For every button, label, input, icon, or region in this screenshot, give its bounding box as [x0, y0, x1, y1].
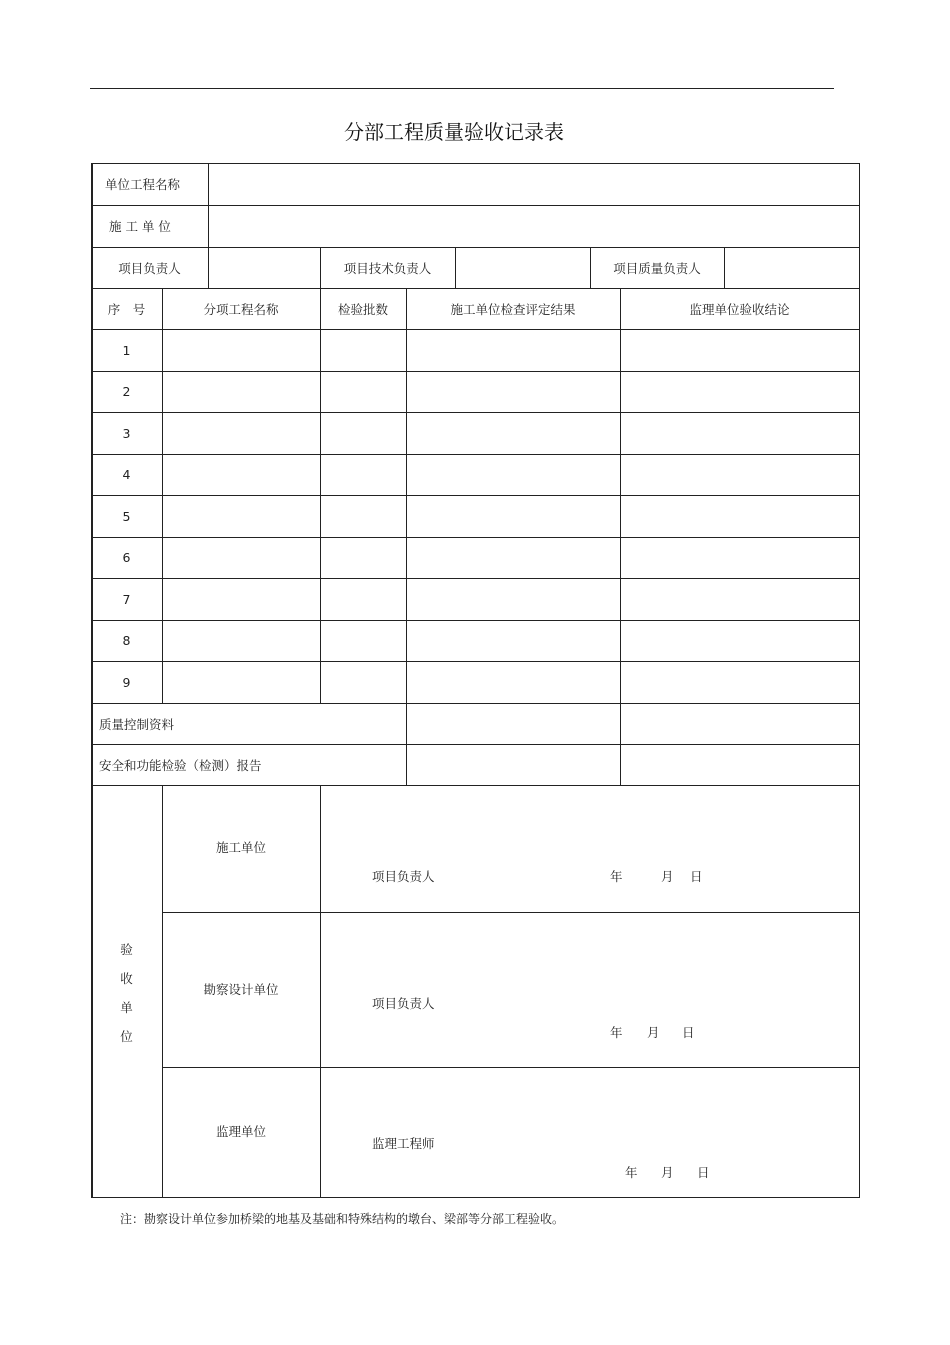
signer-label: 项目负责人	[372, 869, 435, 884]
date-day-label: 日	[682, 1025, 695, 1040]
table-border-right	[859, 163, 860, 1198]
construction-unit-name: 施工单位	[215, 840, 266, 855]
column-header-item-name: 分项工程名称	[203, 301, 279, 317]
check-result-field[interactable]	[407, 744, 620, 785]
row-number: 6	[122, 550, 131, 565]
batch-count-field[interactable]	[320, 329, 406, 371]
acceptance-field[interactable]	[620, 661, 859, 703]
unit-project-name-label: 单位工程名称	[105, 177, 181, 192]
quality-manager-field[interactable]	[725, 247, 859, 288]
row-number: 1	[122, 342, 131, 358]
check-result-field[interactable]	[406, 412, 620, 454]
row-number: 7	[122, 591, 131, 607]
date-month-label: 月	[647, 1025, 660, 1040]
top-rule	[90, 88, 834, 89]
technical-manager-field[interactable]	[456, 247, 590, 288]
item-name-field[interactable]	[162, 371, 320, 412]
item-name-field[interactable]	[162, 578, 320, 620]
column-header-batch-count: 检验批数	[337, 301, 388, 317]
batch-count-field[interactable]	[320, 412, 406, 454]
check-result-field[interactable]	[406, 329, 620, 371]
check-result-field[interactable]	[406, 620, 620, 661]
construction-unit-field[interactable]	[209, 205, 859, 247]
quality-manager-label: 项目质量负责人	[613, 260, 701, 276]
quality-control-docs-label: 质量控制资料	[99, 716, 175, 732]
batch-count-field[interactable]	[320, 620, 406, 661]
batch-count-field[interactable]	[320, 495, 406, 537]
batch-count-field[interactable]	[320, 371, 406, 412]
acceptance-field[interactable]	[620, 412, 859, 454]
item-name-field[interactable]	[162, 537, 320, 578]
acceptance-field[interactable]	[620, 329, 859, 371]
acceptance-field[interactable]	[621, 703, 859, 744]
acceptance-units-group-label	[91, 935, 162, 1051]
column-divider	[162, 288, 163, 704]
acceptance-field[interactable]	[620, 371, 859, 412]
check-result-field[interactable]	[407, 703, 620, 744]
date-day-label: 日	[690, 869, 703, 884]
item-name-field[interactable]	[162, 661, 320, 703]
group-label-char: 收	[120, 971, 133, 986]
item-name-field[interactable]	[162, 620, 320, 661]
column-header-acceptance: 监理单位验收结论	[689, 301, 790, 317]
check-result-field[interactable]	[406, 661, 620, 703]
row-number: 4	[122, 467, 131, 482]
check-result-field[interactable]	[406, 537, 620, 578]
row-number: 5	[122, 508, 131, 524]
column-divider	[320, 288, 321, 704]
column-header-no: 序 号	[107, 301, 146, 317]
technical-manager-label: 项目技术负责人	[343, 260, 432, 276]
survey-design-unit-name: 勘察设计单位	[203, 982, 279, 997]
batch-count-field[interactable]	[320, 454, 406, 495]
row-number: 9	[122, 674, 131, 690]
item-name-field[interactable]	[162, 454, 320, 495]
table-border-bottom	[91, 1197, 860, 1198]
check-result-field[interactable]	[406, 454, 620, 495]
acceptance-field[interactable]	[620, 620, 859, 661]
construction-unit-label: 施 工 单 位	[109, 219, 171, 234]
batch-count-field[interactable]	[320, 661, 406, 703]
check-result-field[interactable]	[406, 495, 620, 537]
signer-label: 监理工程师	[372, 1136, 435, 1151]
acceptance-field[interactable]	[620, 537, 859, 578]
grid-line	[162, 912, 859, 913]
date-day-label: 日	[697, 1165, 710, 1180]
check-result-field[interactable]	[406, 371, 620, 412]
footnote: 注：勘察设计单位参加桥梁的地基及基础和特殊结构的墩台、梁部等分部工程验收。	[120, 1212, 565, 1226]
date-month-label: 月	[661, 1165, 674, 1180]
batch-count-field[interactable]	[320, 537, 406, 578]
date-year-label: 年	[610, 1025, 623, 1040]
item-name-field[interactable]	[162, 412, 320, 454]
check-result-field[interactable]	[406, 578, 620, 620]
batch-count-field[interactable]	[320, 578, 406, 620]
safety-function-report-label: 安全和功能检验（检测）报告	[99, 757, 262, 773]
project-manager-label: 项目负责人	[118, 260, 181, 276]
column-divider	[320, 785, 321, 1198]
group-label-char: 验	[120, 942, 133, 957]
date-year-label: 年	[625, 1165, 638, 1180]
acceptance-field[interactable]	[621, 744, 859, 785]
acceptance-field[interactable]	[620, 495, 859, 537]
grid-line	[91, 785, 859, 786]
date-year-label: 年	[610, 869, 623, 884]
page-title: 分部工程质量验收记录表	[344, 120, 564, 144]
unit-project-name-field[interactable]	[209, 163, 859, 205]
acceptance-field[interactable]	[620, 454, 859, 495]
supervision-unit-name: 监理单位	[215, 1124, 266, 1139]
date-month-label: 月	[661, 869, 674, 884]
row-number: 8	[122, 633, 131, 648]
grid-line	[162, 1067, 859, 1068]
project-manager-field[interactable]	[209, 247, 320, 288]
item-name-field[interactable]	[162, 495, 320, 537]
group-label-char: 单	[120, 1000, 133, 1015]
acceptance-field[interactable]	[620, 578, 859, 620]
signer-label: 项目负责人	[372, 996, 435, 1011]
column-header-check-result: 施工单位检查评定结果	[450, 301, 576, 317]
row-number: 2	[122, 384, 131, 399]
group-label-char: 位	[120, 1029, 133, 1044]
item-name-field[interactable]	[162, 329, 320, 371]
row-number: 3	[122, 425, 131, 441]
